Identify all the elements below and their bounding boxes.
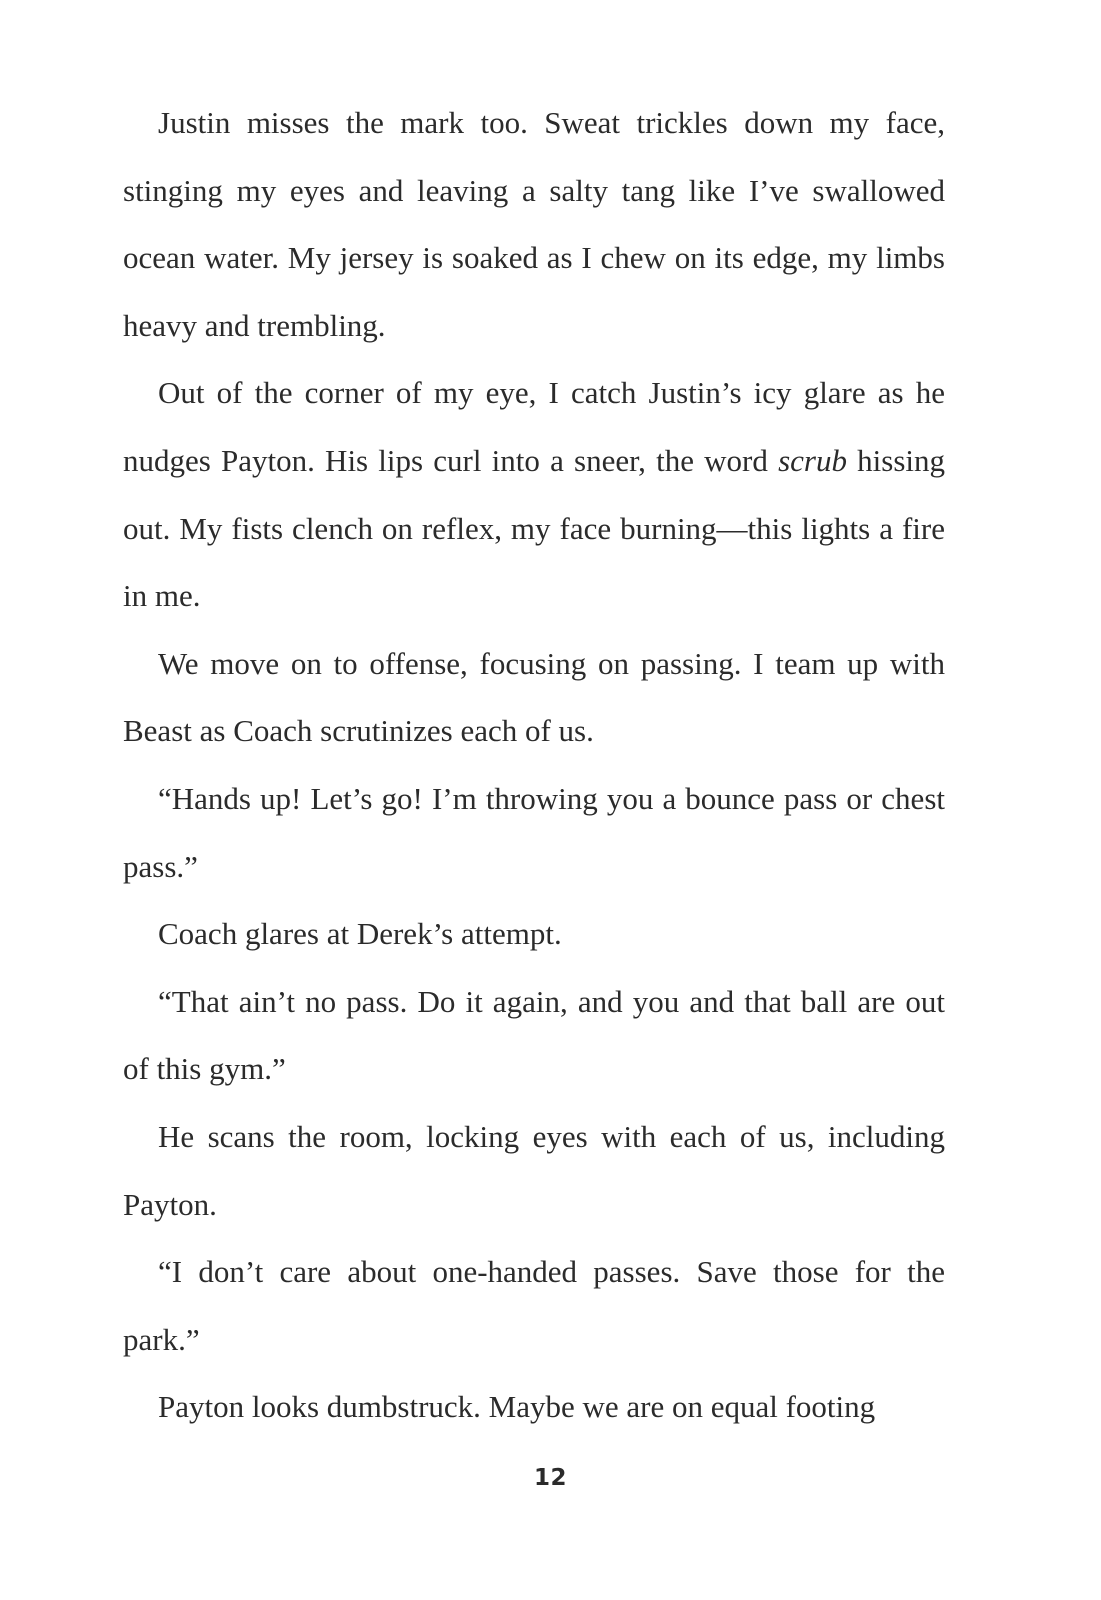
paragraph [123,1373,945,1441]
body-text [123,89,945,1441]
paragraph [123,1238,945,1373]
paragraph [123,89,945,359]
paragraph-text: We move on to offense, focusing on passing. I team up with Beast as Coach scrutinizes each of us. [123,645,945,749]
paragraph [123,968,945,1103]
paragraph [123,765,945,900]
paragraph-text: He scans the room, locking eyes with each of us, including Payton. [123,1118,945,1222]
paragraph [123,900,945,968]
paragraph [123,630,945,765]
page-number: 12 [533,1465,567,1491]
paragraph-text: “I don’t care about one-handed passes. Save those for the park.” [123,1254,945,1357]
paragraph-text: Out of the corner of my eye, I catch Justin’s icy glare as he nudges Payton. His lips curl into a sneer, the word [123,375,945,478]
paragraph-text: “Hands up! Let’s go! I’m throwing you a bounce pass or chest pass.” [123,780,945,884]
italic-word: scrub [778,442,847,478]
paragraph-text: Coach glares at Derek’s attempt. [158,916,562,952]
paragraph-text: Payton looks dumbstruck. Maybe we are on equal footing [158,1389,876,1425]
paragraph-text: “That ain’t no pass. Do it again, and you and that ball are out of this gym.” [123,983,945,1087]
paragraph [123,359,945,629]
paragraph-text: Justin misses the mark too. Sweat trickles down my face, stinging my eyes and leaving a salty tang like I’ve swallowed ocean water. My jersey is soaked as I chew on its edge, my limbs heavy and trembling. [123,105,945,343]
paragraph [123,1103,945,1238]
paragraph-text: hissing out. My fists clench on reflex, my face burning—this lights a fire in me. [123,442,946,614]
